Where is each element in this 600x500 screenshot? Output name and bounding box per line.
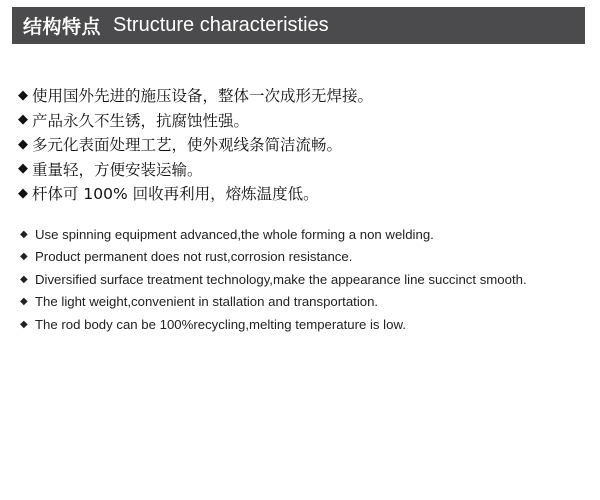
list-item	[18, 157, 373, 182]
list-item	[20, 268, 527, 291]
section-title-chinese: 结构特点	[23, 16, 102, 38]
feature-text-en: Diversified surface treatment technology,make the appearance line succinct smooth.	[35, 271, 527, 287]
list-item	[20, 223, 527, 246]
diamond-bullet-icon: ◆	[18, 112, 28, 128]
list-item	[18, 83, 373, 108]
feature-text-cn: 产品永久不生锈，抗腐蚀性强。	[32, 111, 250, 130]
list-item	[18, 181, 373, 206]
feature-text-cn: 使用国外先进的施压设备，整体一次成形无焊接。	[32, 87, 374, 106]
chinese-feature-list	[18, 83, 373, 206]
diamond-bullet-icon: ◆	[18, 136, 28, 152]
diamond-bullet-icon: ◆	[20, 273, 28, 285]
feature-text-en: The rod body can be 100%recycling,melting temperature is low.	[35, 316, 406, 332]
list-item	[18, 132, 373, 157]
list-item	[20, 291, 527, 314]
english-feature-list	[20, 223, 527, 336]
diamond-bullet-icon: ◆	[20, 228, 28, 240]
diamond-bullet-icon: ◆	[18, 161, 28, 177]
diamond-bullet-icon: ◆	[18, 87, 28, 103]
diamond-bullet-icon: ◆	[18, 185, 28, 201]
list-item	[20, 246, 527, 269]
diamond-bullet-icon: ◆	[20, 251, 28, 263]
section-header	[12, 7, 585, 44]
list-item	[20, 313, 527, 336]
feature-text-en: Product permanent does not rust,corrosion resistance.	[35, 249, 353, 265]
feature-text-cn: 杆体可 100% 回收再利用，熔炼温度低。	[32, 185, 319, 204]
section-title-english: Structure characteristies	[113, 14, 329, 36]
feature-text-en: The light weight,convenient in stallation and transportation.	[35, 294, 379, 310]
feature-text-cn: 重量轻，方便安装运输。	[32, 160, 203, 179]
diamond-bullet-icon: ◆	[20, 318, 28, 330]
feature-text-en: Use spinning equipment advanced,the whole forming a non welding.	[35, 226, 434, 242]
list-item	[18, 108, 373, 133]
feature-text-cn: 多元化表面处理工艺，使外观线条简洁流畅。	[32, 136, 343, 155]
diamond-bullet-icon: ◆	[20, 296, 28, 308]
